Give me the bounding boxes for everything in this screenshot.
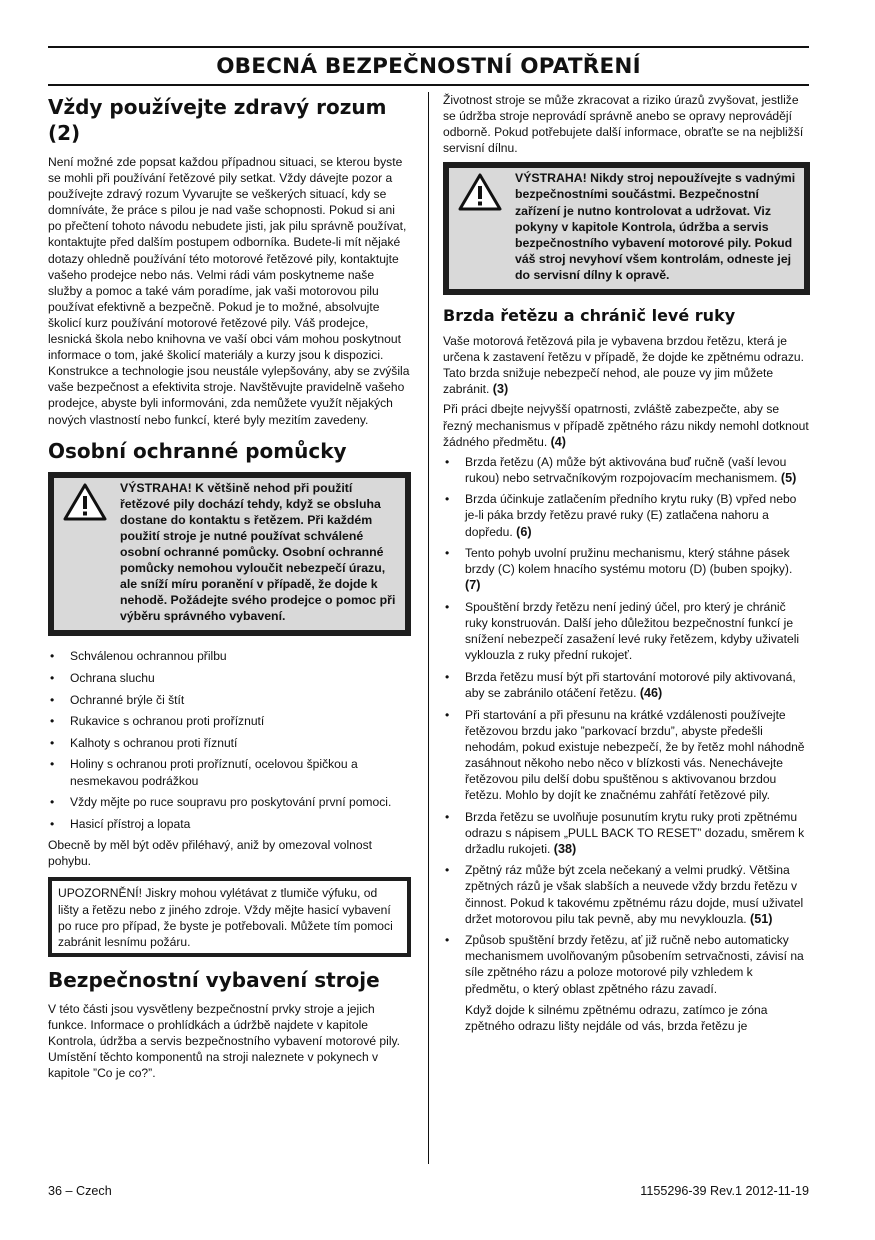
list-item: • Ochranné brýle či štít bbox=[48, 692, 411, 708]
figure-ref: (3) bbox=[492, 382, 509, 397]
list-item: • Brzda účinkuje zatlačením předního krytu ruky (B) vpřed nebo je-li páka brzdy řetězu pravé ruky (E) zatlačena nahoru a dopředu. (6) bbox=[443, 491, 810, 539]
document-id: 1155296-39 Rev.1 2012-11-19 bbox=[640, 1184, 809, 1198]
list-item: • Brzda řetězu (A) může být aktivována buď ručně (vaší levou rukou) nebo setrvačníkovým rozpojovacím mechanismem. (5) bbox=[443, 454, 810, 486]
figure-ref: (6) bbox=[516, 524, 532, 539]
chain-brake-list bbox=[443, 454, 810, 1034]
list-item: • Kalhoty s ochranou proti říznutí bbox=[48, 735, 411, 751]
equipment-paragraph: V této části jsou vysvětleny bezpečnostní prvky stroje a jejich funkce. Informace o prohlídkách a údržbě najdete v kapitole Kontrola, údržba a servis bezpečnostního vybavení motorové pily. Umístění těchto komponentů na stroji naleznete v pokynech v kapitole ”Co je co?”. bbox=[48, 1001, 401, 1081]
right-column bbox=[443, 92, 810, 1039]
warning-triangle-icon bbox=[449, 168, 511, 289]
figure-ref: (5) bbox=[780, 470, 797, 485]
lifespan-paragraph: Životnost stroje se může zkracovat a riziko úrazů zvyšovat, jestliže se údržba stroje neprovádí správně anebo se opravy neprovádějí odborně. Pokud potřebujete další informace, obraťte se na nejbližší servisní dílnu. bbox=[443, 93, 804, 156]
heading-chain-brake: Brzda řetězu a chránič levé ruky bbox=[443, 306, 736, 326]
list-item: • Holiny s ochranou proti proříznutí, ocelovou špičkou a nesmekavou podrážkou bbox=[48, 756, 411, 788]
left-column bbox=[48, 92, 411, 1085]
ppe-list bbox=[48, 648, 411, 831]
figure-ref: (4) bbox=[550, 434, 566, 449]
figure-ref: (7) bbox=[465, 578, 481, 593]
top-rule bbox=[48, 46, 809, 48]
column-divider bbox=[428, 92, 429, 1164]
warning-box-ppe bbox=[48, 472, 411, 637]
heading-common-sense: Vždy používejte zdravý rozum (2) bbox=[48, 95, 387, 145]
heading-safety-equipment: Bezpečnostní vybavení stroje bbox=[48, 967, 380, 992]
list-item: • Rukavice s ochranou proti proříznutí bbox=[48, 713, 411, 729]
list-item: • Hasicí přístroj a lopata bbox=[48, 816, 411, 832]
clothing-paragraph: Obecně by měl být oděv přiléhavý, aniž by omezoval volnost pohybu. bbox=[48, 838, 373, 869]
list-item: • Při startování a při přesunu na krátké vzdálenosti používejte řetězovou brzdu jako ”parkovací brzdu”, abyste předešli nehodám, pokud existuje nebezpečí, že by řetěz mohl náhodně zasáhnout někoho nebo něco v blízkosti vás. Nenechávejte řetězovou pilu delší dobu spuštěnou s aktivovanou brzdou řetězu. Mohlo by dojít ke značnému zahřátí řetězové pily. bbox=[443, 707, 810, 804]
list-item: • Brzda řetězu se uvolňuje posunutím krytu ruky proti zpětnému odrazu s nápisem „PULL BACK TO RESET” dozadu, směrem k držadlu rukojeti. (38) bbox=[443, 809, 810, 857]
list-item: • Tento pohyb uvolní pružinu mechanismu, který stáhne pásek brzdy (C) kolem hnacího systému motoru (D) (buben spojky). (7) bbox=[443, 545, 810, 593]
warning-box-defective bbox=[443, 162, 810, 295]
figure-ref: (38) bbox=[553, 841, 577, 856]
page-title: OBECNÁ BEZPEČNOSTNÍ OPATŘENÍ bbox=[216, 54, 641, 79]
list-item: • Brzda řetězu musí být při startování motorové pily aktivovaná, aby se zabránilo otáčení řetězu. (46) bbox=[443, 669, 810, 701]
list-item-continuation: Když dojde k silnému zpětnému odrazu, zatímco je zóna zpětného odrazu lišty nejdále od vás, brzda řetězu je bbox=[465, 1002, 768, 1033]
intro-paragraph: Není možné zde popsat každou případnou situaci, se kterou byste se mohli při používání řetězové pily setkat. Vždy dávejte pozor a používejte zdravý rozum Vyvarujte se veškerých situací, kdy se domníváte, že práce s pilou je nad vaše schopnosti. Pokud si ani po přečtení tohoto návodu nebudete jisti, jak pilu správně používat, kontaktujte před dalším postupem odborníka. Budete-li mít nějaké dotazy ohledně používání této motorové řetězové pily, kontaktujte vašeho prodejce nebo nás. Velmi rádi vám poskytneme naše služby a pomoc a také vám poradíme, jak vaši motorovou pilu používat efektivně a bezpečně. Pokud je to možné, absolvujte školicí kurz používání motorové řetězové pily. Váš prodejce, lesnická škola nebo knihovna ve vaší obci vám mohou poskytnout informace o tom, jaké školicí materiály a kurzy jsou k dispozici. Konstrukce a technologie jsou neustále vylepšovány, aby se zvýšila vaše bezpečnost a efektivita stroje. Navštěvujte pravidelně vašeho prodejce, abyste byli informováni, zda nemůžete využít nějakých nových vlastností nebo funkcí, které byly mezitím zavedeny. bbox=[48, 155, 410, 427]
heading-ppe: Osobní ochranné pomůcky bbox=[48, 438, 347, 463]
figure-ref: (46) bbox=[639, 685, 663, 700]
notice-box-sparks: UPOZORNĚNÍ! Jiskry mohou vylétávat z tlumiče výfuku, od lišty a řetězu nebo z jiného zdroje. Vždy mějte hasicí vybavení po ruce pro případ, že byste je potřebovali. Můžete tím pomoci zabránit lesnímu požáru. bbox=[48, 877, 411, 956]
page-number: 36 – Czech bbox=[48, 1184, 112, 1198]
warning-text-ppe: VÝSTRAHA! K většině nehod při použití řetězové pily dochází tehdy, když se obsluha dostane do kontaktu s řetězem. Při každém použití stroje je nutné používat schválené osobní ochranné pomůcky. Osobní ochranné pomůcky nemohou vyloučit nebezpečí úrazu, ale sníží míru poranění v případě, že dojde k nehodě. Požádejte svého prodejce o pomoc při výběru správného vybavení. bbox=[120, 480, 396, 624]
list-item: • Zpětný ráz může být zcela nečekaný a velmi prudký. Většina zpětných rázů je však slabších a neuvede vždy brzdu řetězu v činnost. Pokud k takovému zpětnému rázu dojde, musí uživatel držet motorovou pilu tak pevně, aby mu nevyklouzla. (51) bbox=[443, 862, 810, 926]
figure-ref: (51) bbox=[750, 911, 773, 926]
list-item: • Ochrana sluchu bbox=[48, 670, 411, 686]
warning-text-defective: VÝSTRAHA! Nikdy stroj nepoužívejte s vadnými bezpečnostními součástmi. Bezpečnostní zařízení je nutno kontrolovat a udržovat. Viz pokyny v kapitole Kontrola, údržba a servis bezpečnostního vybavení motorové pily. Pokud váš stroj nevyhoví všem kontrolám, odneste jej do servisní dílny k opravě. bbox=[515, 171, 796, 282]
list-item: • Vždy mějte po ruce soupravu pro poskytování první pomoci. bbox=[48, 794, 411, 810]
list-item: • Schválenou ochrannou přilbu bbox=[48, 648, 411, 664]
title-rule bbox=[48, 84, 809, 86]
chain-brake-paragraph-1: Vaše motorová řetězová pila je vybavena brzdou řetězu, která je určena k zastavení řetězu v případě, že dojde ke zpětnému odrazu. Tato brzda snižuje nebezpečí nehod, ale pouze vy jim můžete zabránit. (3) bbox=[443, 334, 805, 397]
list-item: • Spouštění brzdy řetězu není jediný účel, pro který je chránič ruky konstruován. Další jeho důležitou bezpečnostní funkcí je snížení nebezpečí zasažení levé ruky řetězem, kdyby uživateli vyklouzla z ruky přední rukojeť. bbox=[443, 599, 810, 663]
list-item: • Způsob spuštění brzdy řetězu, ať již ručně nebo automaticky mechanismem uvolňovaným působením setrvačnosti, závisí na síle zpětného rázu a poloze motorové pily vzhledem k předmětu, o který oblast zpětného rázu zavadí. Když dojde k silnému zpětnému odrazu, zatímco je zóna zpětného odrazu lišty nejdále od vás, brzda řetězu je bbox=[443, 932, 810, 1034]
chain-brake-paragraph-2: Při práci dbejte nejvyšší opatrnosti, zvláště zabezpečte, aby se řezný mechanismus v případě zpětného rázu nikdy nemohl dotknout žádného předmětu. (4) bbox=[443, 402, 809, 449]
warning-triangle-icon bbox=[54, 478, 116, 631]
